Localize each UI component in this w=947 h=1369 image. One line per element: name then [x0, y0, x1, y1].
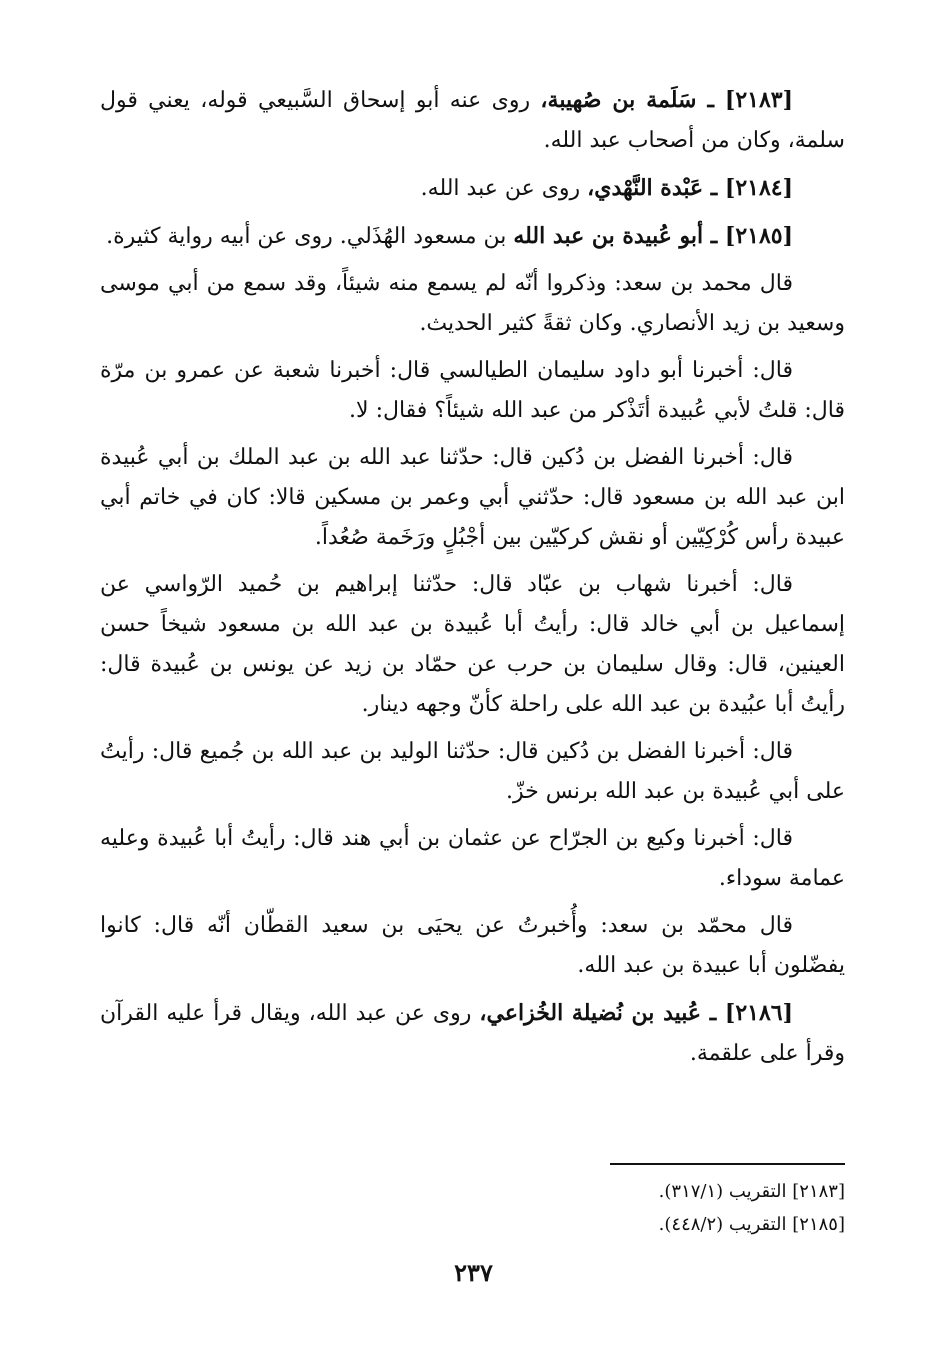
- paragraph-text: قال: أخبرنا وكيع بن الجرّاح عن عثمان بن أبي هند قال: رأيتُ أبا عُبيدة وعليه عمامة سوداء.: [100, 826, 845, 891]
- footnotes: [100, 1163, 845, 1241]
- narration-paragraph: [100, 819, 845, 899]
- entry-text: روى عن عبد الله.: [420, 176, 588, 201]
- narration-paragraph: [100, 438, 845, 558]
- entry-2184: [100, 168, 845, 209]
- entry-2186: [100, 993, 845, 1074]
- footnote-divider: [610, 1163, 845, 1165]
- paragraph-text: قال: أخبرنا أبو داود سليمان الطيالسي قال: أخبرنا شعبة عن عمرو بن مرّة قال: قلتُ لأبي عُبيدة أتَذْكر من عبد الله شيئاً؟ فقال: لا.: [100, 358, 845, 423]
- entry-heading: [٢١٨٤] ـ عَبْدة النَّهْدي،: [587, 175, 793, 201]
- narration-paragraph: [100, 351, 845, 431]
- entry-text: روى عن عبد الله، ويقال قرأ عليه القرآن وقرأ على علقمة.: [100, 1001, 845, 1066]
- entry-heading: [٢١٨٣] ـ سَلَمة بن صُهيبة،: [540, 87, 793, 113]
- entry-heading: [٢١٨٦] ـ عُبيد بن نُضيلة الخُزاعي،: [479, 1000, 793, 1026]
- page-body: [100, 80, 845, 1081]
- entry-2185: [100, 216, 845, 257]
- footnote: [٢١٨٥] التقريب (٤٤٨/٢).: [658, 1214, 845, 1235]
- narration-paragraph: [100, 264, 845, 344]
- paragraph-text: قال: أخبرنا الفضل بن دُكين قال: حدّثنا عبد الله بن عبد الملك بن أبي عُبيدة ابن عبد الله بن مسعود قال: حدّثني أبي وعمر بن مسكين قالا: كان في خاتم أبي عبيدة رأس كُرْكِيّين أو نقش كركيّين بين أجْبُلٍ ورَخَمة صُعُداً.: [100, 445, 845, 550]
- narration-paragraph: [100, 906, 845, 986]
- paragraph-text: قال: أخبرنا شهاب بن عبّاد قال: حدّثنا إبراهيم بن حُميد الرّواسي عن إسماعيل بن أبي خالد قال: رأيتُ أبا عُبيدة بن عبد الله بن مسعود شيخاً حسن العينين، قال: وقال سليمان بن حرب عن حمّاد بن زيد عن يونس بن عُبيدة قال: رأيتُ أبا عبُيدة بن عبد الله على راحلة كأنّ وجهه دينار.: [100, 572, 845, 717]
- entry-text: روى عنه أبو إسحاق السَّبيعي قوله، يعني قول سلمة، وكان من أصحاب عبد الله.: [100, 88, 845, 153]
- paragraph-text: قال محمّد بن سعد: وأُخبرتُ عن يحيَى بن سعيد القطّان أنّه قال: كانوا يفضّلون أبا عبيدة بن عبد الله.: [100, 913, 845, 978]
- paragraph-text: قال محمد بن سعد: وذكروا أنّه لم يسمع منه شيئاً، وقد سمع من أبي موسى وسعيد بن زيد الأنصاري. وكان ثقةً كثير الحديث.: [100, 271, 845, 336]
- narration-paragraph: [100, 732, 845, 812]
- narration-paragraph: [100, 565, 845, 725]
- entry-heading: [٢١٨٥] ـ أبو عُبيدة بن عبد الله: [513, 223, 793, 249]
- entry-text: بن مسعود الهُذَلي. روى عن أبيه رواية كثيرة.: [106, 224, 514, 249]
- paragraph-text: قال: أخبرنا الفضل بن دُكين قال: حدّثنا الوليد بن عبد الله بن جُميع قال: رأيتُ على أبي عُبيدة بن عبد الله برنس خزّ.: [100, 739, 845, 804]
- footnote: [٢١٨٣] التقريب (٣١٧/١).: [658, 1181, 845, 1202]
- entry-2183: [100, 80, 845, 161]
- page-number: ٢٣٧: [454, 1258, 493, 1287]
